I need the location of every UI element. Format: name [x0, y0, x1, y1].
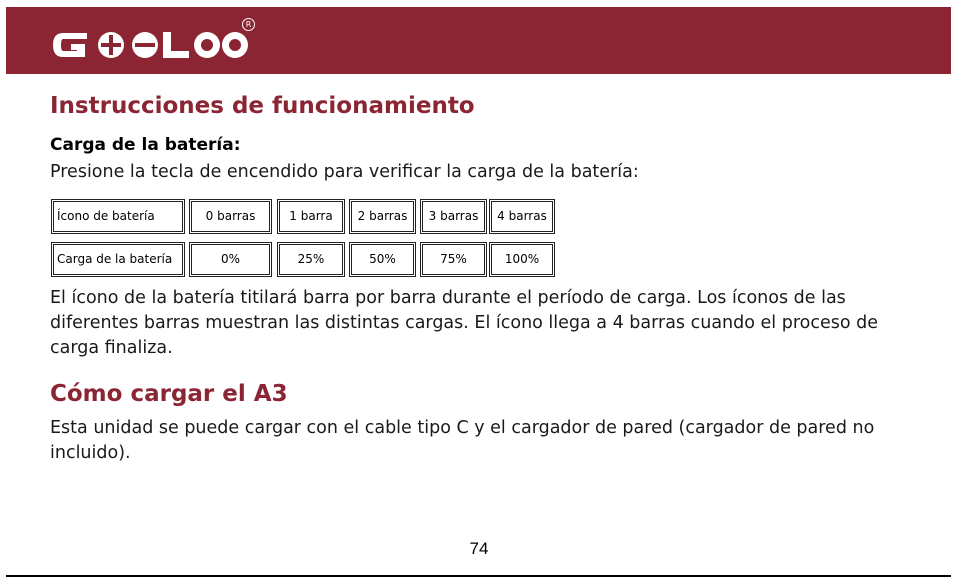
page-number: 74	[469, 539, 489, 558]
section-title-how-to-charge: Cómo cargar el A3	[50, 381, 288, 407]
gooloo-logo	[49, 25, 249, 65]
battery-description-paragraph: El ícono de la batería titilará barra por barra durante el período de carga. Los íconos de las diferentes barras muestran las distintas cargas. El ícono llega a 4 barras cuando el proceso de carga finaliza.	[50, 288, 878, 358]
table-cell: 0%	[191, 244, 270, 275]
charging-paragraph: Esta unidad se puede cargar con el cable tipo C y el cargador de pared (cargador de pared no incluido).	[50, 418, 875, 463]
bottom-divider	[6, 575, 951, 577]
table-cell: 4 barras	[491, 201, 553, 232]
table-cell: 100%	[491, 244, 553, 275]
table-cell: 25%	[279, 244, 343, 275]
table-header-icon: Ícono de batería	[53, 201, 183, 232]
table-cell: 0 barras	[191, 201, 270, 232]
intro-paragraph: Presione la tecla de encendido para verificar la carga de la batería:	[50, 162, 639, 182]
table-header-charge: Carga de la batería	[53, 244, 183, 275]
table-cell: 3 barras	[422, 201, 485, 232]
table-cell: 1 barra	[279, 201, 343, 232]
table-cell: 2 barras	[351, 201, 414, 232]
table-cell: 75%	[422, 244, 485, 275]
section-title-instructions: Instrucciones de funcionamiento	[50, 93, 475, 119]
registered-mark: R	[242, 18, 255, 31]
table-cell: 50%	[351, 244, 414, 275]
subtitle-battery-charge: Carga de la batería:	[50, 135, 241, 155]
